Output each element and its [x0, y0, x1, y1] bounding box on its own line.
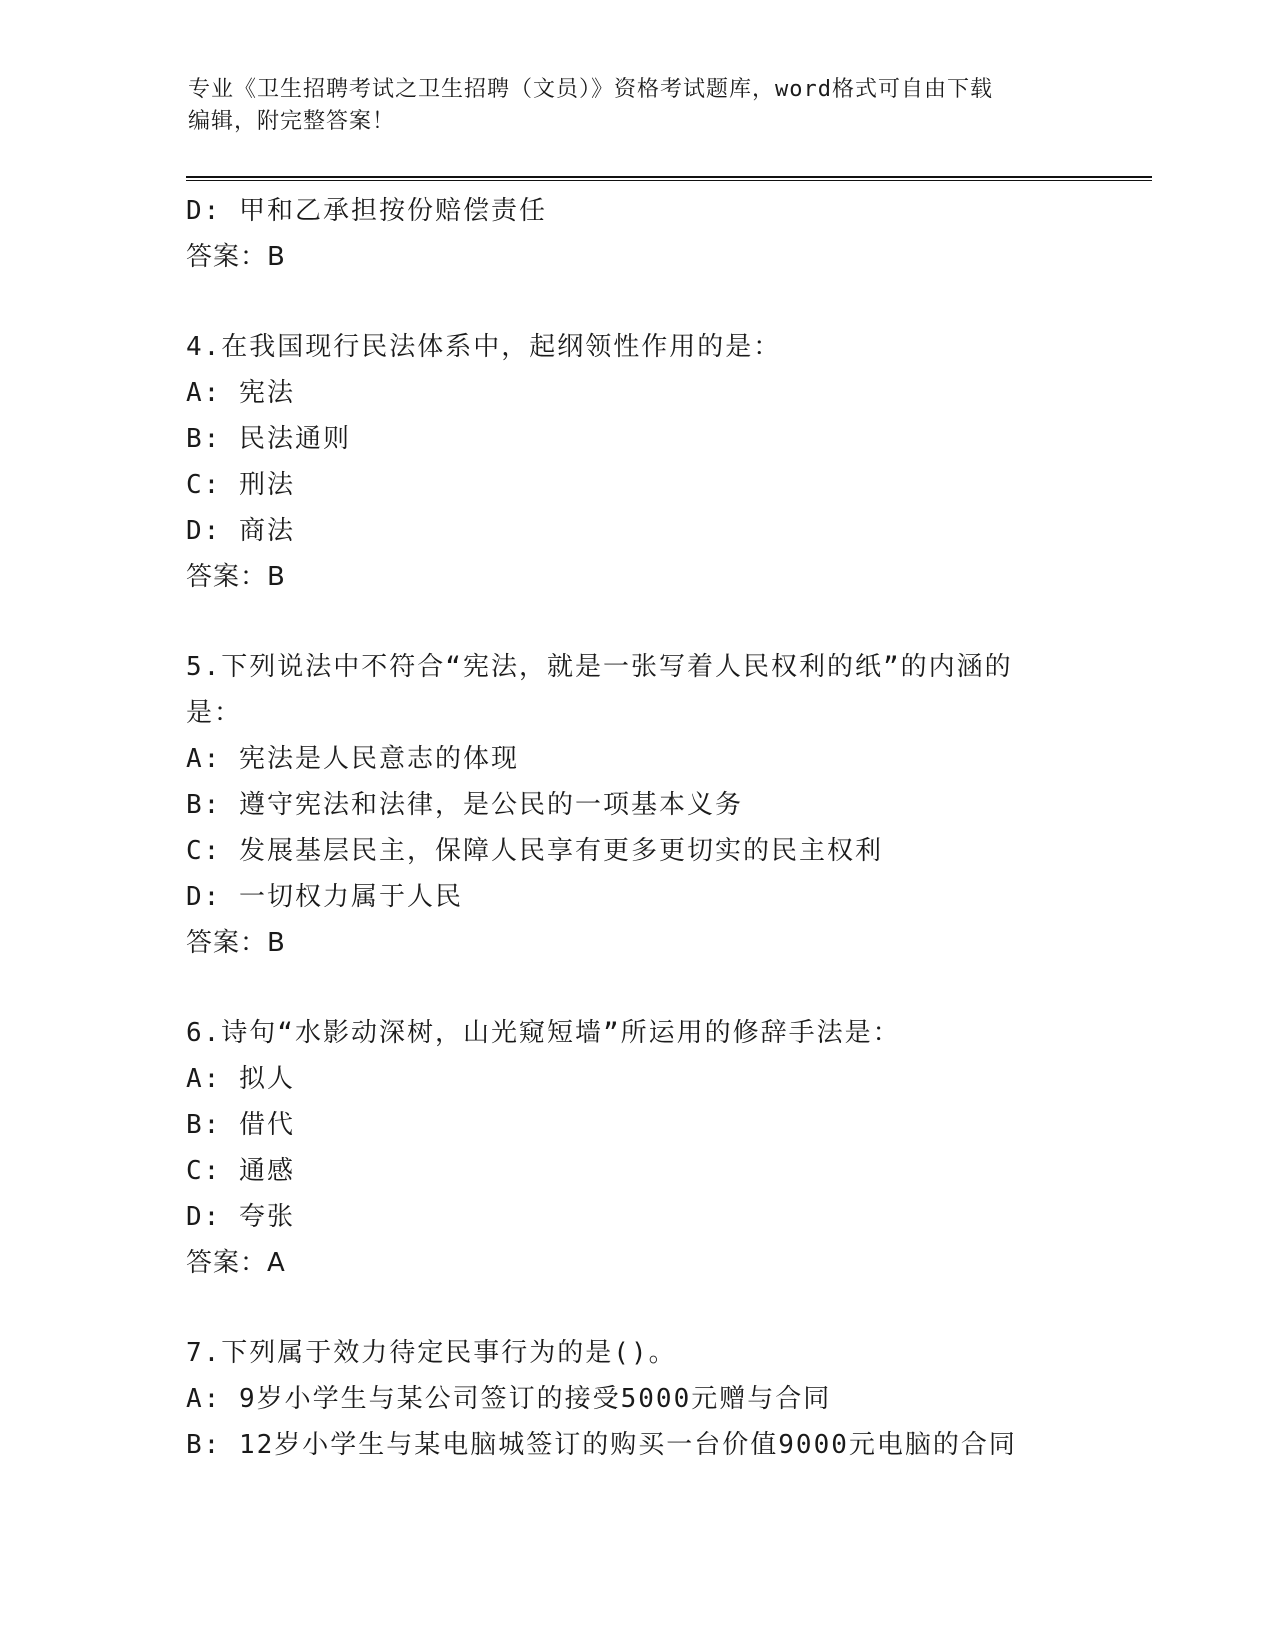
q7-question: 7.下列属于效力待定民事行为的是()。: [186, 1338, 677, 1368]
q4-option-d: D: 商法: [186, 516, 295, 546]
q4-option-a: A: 宪法: [186, 378, 295, 408]
header-divider: [186, 176, 1152, 181]
document-body: [186, 188, 1146, 1468]
q6-option-b: B: 借代: [186, 1110, 295, 1140]
q5-question-line-1: 5.下列说法中不符合“宪法，就是一张写着人民权利的纸”的内涵的: [186, 652, 1013, 682]
q5-option-a: A: 宪法是人民意志的体现: [186, 744, 519, 774]
q4-option-b: B: 民法通则: [186, 424, 351, 454]
spacer: [186, 1286, 1146, 1330]
spacer: [186, 280, 1146, 324]
q4-question: 4.在我国现行民法体系中，起纲领性作用的是：: [186, 332, 782, 362]
q3-option-d: D: 甲和乙承担按份赔偿责任: [186, 196, 547, 226]
q6-option-c: C: 通感: [186, 1156, 295, 1186]
q7-option-a: A: 9岁小学生与某公司签订的接受5000元赠与合同: [186, 1384, 832, 1414]
q5-option-d: D: 一切权力属于人民: [186, 882, 463, 912]
document-header: [188, 74, 1088, 138]
header-line-1: 专业《卫生招聘考试之卫生招聘（文员）》资格考试题库，word格式可自由下载: [188, 77, 993, 102]
q6-option-d: D: 夸张: [186, 1202, 295, 1232]
header-line-2: 编辑，附完整答案！: [188, 109, 396, 134]
q4-option-c: C: 刑法: [186, 470, 295, 500]
q4-answer: 答案：B: [186, 562, 286, 592]
spacer: [186, 966, 1146, 1010]
q7-option-b: B: 12岁小学生与某电脑城签订的购买一台价值9000元电脑的合同: [186, 1430, 1017, 1460]
q6-option-a: A: 拟人: [186, 1064, 295, 1094]
q5-answer: 答案：B: [186, 928, 286, 958]
q3-answer: 答案：B: [186, 242, 286, 272]
q6-question: 6.诗句“水影动深树，山光窥短墙”所运用的修辞手法是：: [186, 1018, 901, 1048]
spacer: [186, 600, 1146, 644]
q5-option-c: C: 发展基层民主，保障人民享有更多更切实的民主权利: [186, 836, 883, 866]
q6-answer: 答案：A: [186, 1248, 286, 1278]
q5-option-b: B: 遵守宪法和法律，是公民的一项基本义务: [186, 790, 743, 820]
q5-question-line-2: 是：: [186, 698, 243, 728]
